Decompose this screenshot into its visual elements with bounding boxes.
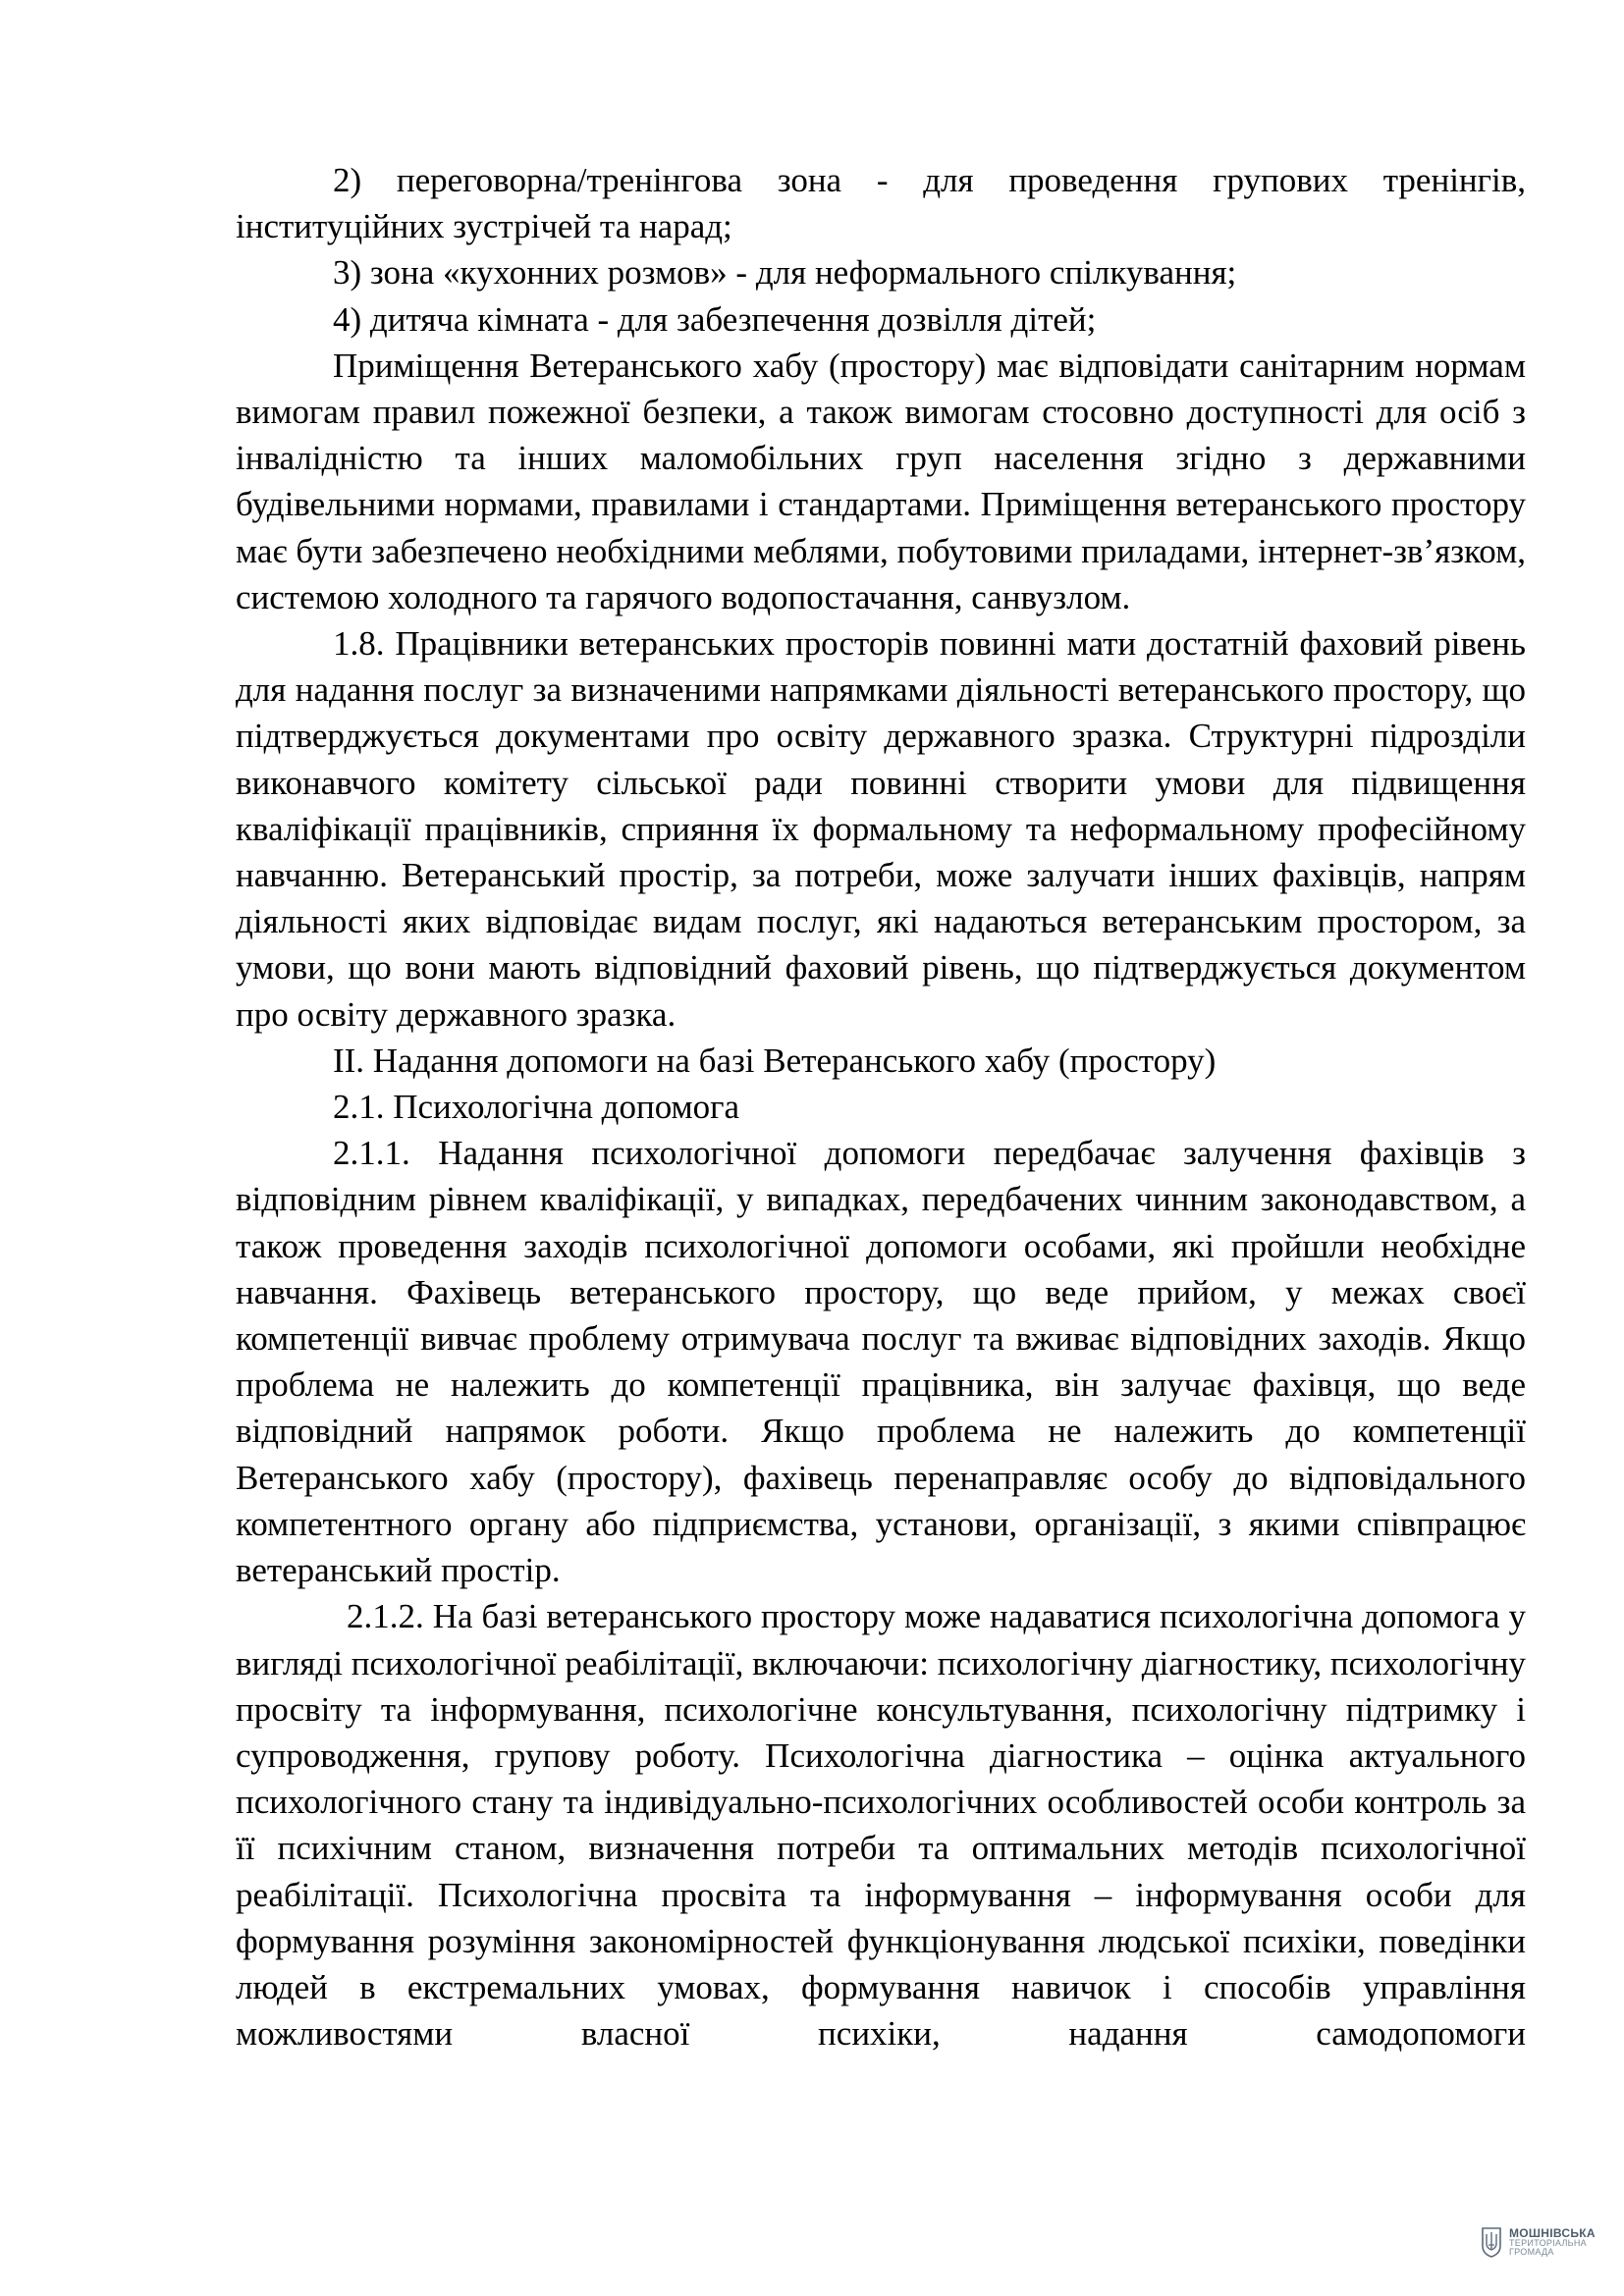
logo-title: МОШНІВСЬКА	[1509, 2226, 1596, 2240]
paragraph-section-2-1-2: 2.1.2. На базі ветеранського простору може надаватися психологічна допомога у вигляді психологічної реабілітації, включаючи: психологічну діагностику, психологічну просвіту та інформування, психологічне консультування, психологічну підтримку і супроводження, групову роботу. Психологічна діагностика – оцінка актуального психологічного стану та індивідуально-психологічних особливостей особи контроль за її психічним станом, визначення потреби та оптимальних методів психологічної реабілітації. Психологічна просвіта та інформування – інформування особи для формування розуміння закономірностей функціонування людської психіки, поведінки людей в екстремальних умовах, формування навичок і способів управління можливостями власної психіки, надання самодопомоги	[236, 1597, 1526, 2054]
paragraph-kids-room: 4) дитяча кімната - для забезпечення дозвілля дітей;	[333, 299, 1097, 339]
community-logo	[1481, 2226, 1596, 2258]
paragraph-section-1-8: 1.8. Працівники ветеранських просторів повинні мати достатній фаховий рівень для надання послуг за визначеними напрямками діяльності ветеранського простору, що підтверджується документами про освіту державного зразка. Структурні підрозділи виконавчого комітету сільської ради повинні створити умови для підвищення кваліфікації працівників, сприяння їх формальному та неформальному професійному навчанню. Ветеранський простір, за потреби, може залучати інших фахівців, напрям діяльності яких відповідає видам послуг, які надаються ветеранським простором, за умови, що вони мають відповідний фаховий рівень, що підтверджується документом про освіту державного зразка.	[236, 624, 1526, 1034]
section-heading-ii: II. Надання допомоги на базі Ветеранського хабу (простору)	[333, 1041, 1217, 1080]
paragraph-training-zone: 2) переговорна/тренінгова зона - для проведення групових тренінгів, інституційних зустрічей та нарад;	[236, 161, 1526, 246]
subsection-heading-2-1: 2.1. Психологічна допомога	[333, 1088, 740, 1127]
logo-subtitle-2: ГРОМАДА	[1509, 2247, 1554, 2257]
paragraph-premises-requirements: Приміщення Ветеранського хабу (простору) має відповідати санітарним нормам вимогам правил пожежної безпеки, а також вимогам стосовно доступності для осіб з інвалідністю та інших маломобільних груп населення згідно з державними будівельними нормами, правилами і стандартами. Приміщення ветеранського простору має бути забезпечено необхідними меблями, побутовими приладами, інтернет-зв’язком, системою холодного та гарячого водопостачання, санвузлом.	[236, 346, 1526, 616]
paragraph-kitchen-zone: 3) зона «кухонних розмов» - для неформального спілкування;	[333, 253, 1237, 293]
paragraph-section-2-1-1: 2.1.1. Надання психологічної допомоги передбачає залучення фахівців з відповідним рівнем кваліфікації, у випадках, передбачених чинним законодавством, а також проведення заходів психологічної допомоги особами, які пройшли необхідне навчання. Фахівець ветеранського простору, що веде прийом, у межах своєї компетенції вивчає проблему отримувача послуг та вживає відповідних заходів. Якщо проблема не належить до компетенції працівника, він залучає фахівця, що веде відповідний напрямок роботи. Якщо проблема не належить до компетенції Ветеранського хабу (простору), фахівець перенаправляє особу до відповідального компетентного органу або підприємства, установи, організації, з якими співпрацює ветеранський простір.	[236, 1134, 1526, 1590]
document-page	[236, 157, 1526, 2056]
logo-subtitle: ТЕРИТОРІАЛЬНА	[1509, 2238, 1587, 2248]
trident-icon	[1481, 2226, 1502, 2258]
